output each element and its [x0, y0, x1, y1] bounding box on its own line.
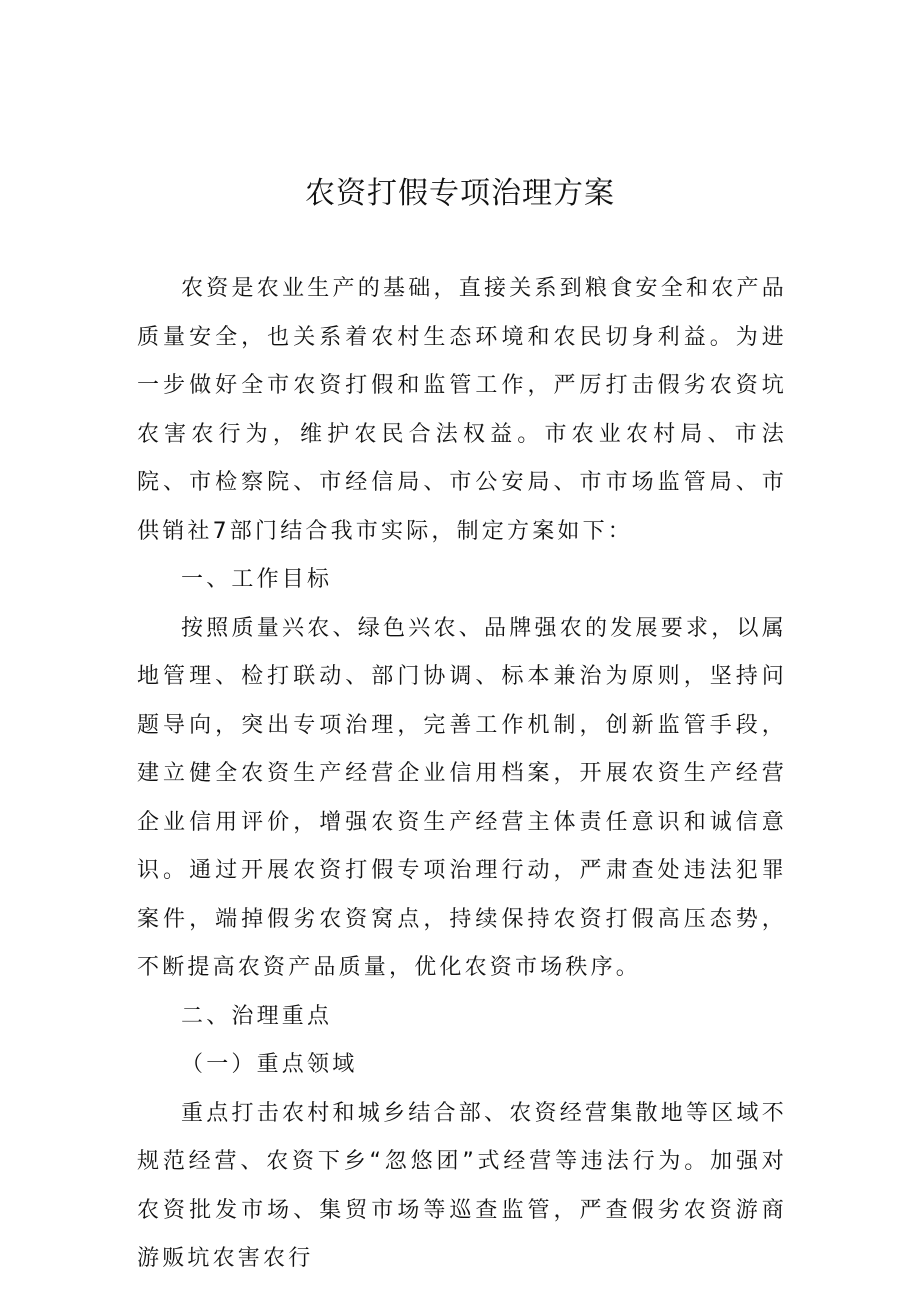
key-areas-paragraph: 重点打击农村和城乡结合部、农资经营集散地等区域不规范经营、农资下乡“忽悠团”式经营等违法行为。加强对农资批发市场、集贸市场等巡查监管，严查假劣农资游商游贩坑农害农行	[137, 1100, 787, 1271]
intro-paragraph: 农资是农业生产的基础，直接关系到粮食安全和农产品质量安全，也关系着农村生态环境和农民切身利益。为进一步做好全市农资打假和监管工作，严厉打击假劣农资坑农害农行为，维护农民合法权益。市农业农村局、市法院、市检察院、市经信局、市公安局、市市场监管局、市供销社7部门结合我市实际，制定方案如下：	[137, 276, 787, 544]
subsection-heading-key-areas: （一）重点领域	[181, 1052, 358, 1077]
document-body	[137, 265, 787, 1284]
document-title: 农资打假专项治理方案	[305, 176, 615, 211]
section-heading-work-goals: 一、工作目标	[181, 567, 333, 592]
work-goals-paragraph: 按照质量兴农、绿色兴农、品牌强农的发展要求，以属地管理、检打联动、部门协调、标本兼治为原则，坚持问题导向，突出专项治理，完善工作机制，创新监管手段，建立健全农资生产经营企业信用档案，开展农资生产经营企业信用评价，增强农资生产经营主体责任意识和诚信意识。通过开展农资打假专项治理行动，严肃查处违法犯罪案件，端掉假劣农资窝点，持续保持农资打假高压态势，不断提高农资产品质量，优化农资市场秩序。	[137, 615, 787, 980]
section-heading-governance-focus: 二、治理重点	[181, 1003, 333, 1029]
